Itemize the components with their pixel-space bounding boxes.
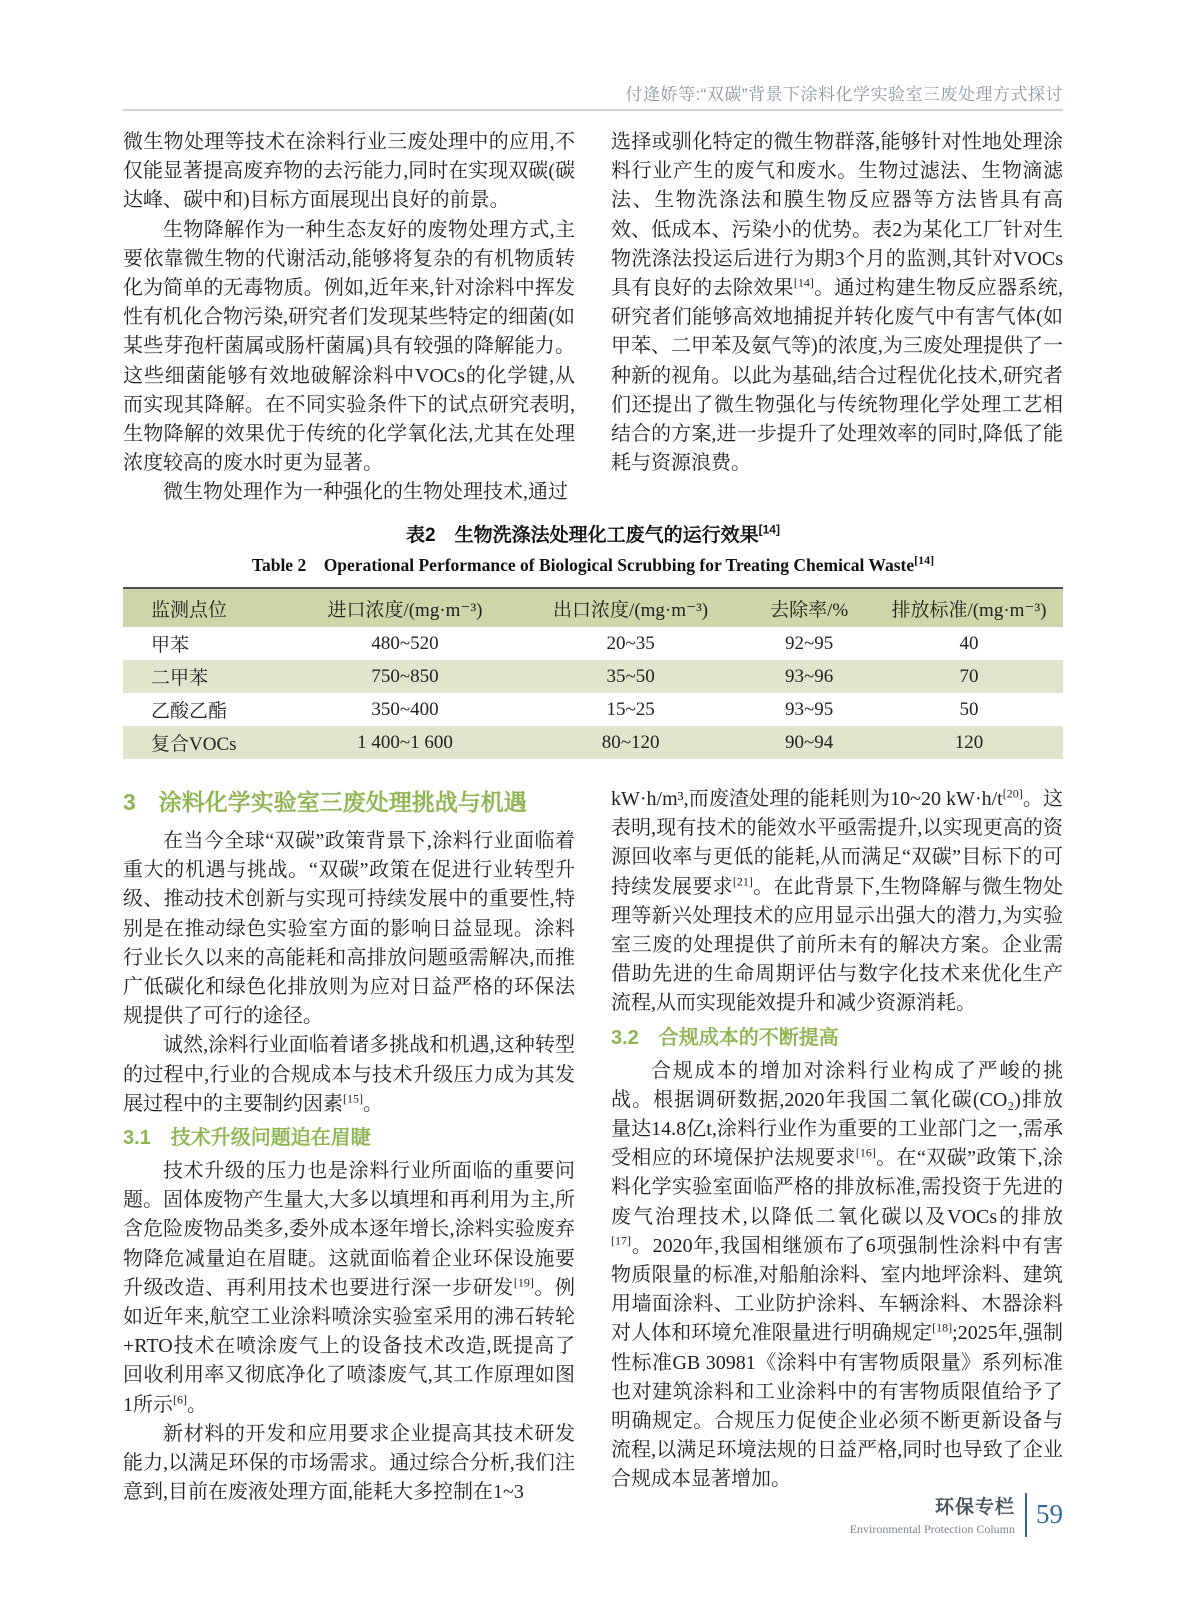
table-cell: 1 400~1 600 bbox=[357, 731, 453, 753]
table-caption-zh: 表2 生物洗涤法处理化工废气的运行效果[14] bbox=[406, 522, 780, 546]
left-column-top bbox=[123, 128, 575, 512]
table-row bbox=[123, 693, 1063, 726]
right-column-bottom bbox=[611, 785, 1063, 1507]
table-cell: 92~95 bbox=[785, 632, 834, 654]
table-cell: 40 bbox=[959, 632, 979, 654]
page-footer bbox=[850, 1492, 1063, 1537]
table-row bbox=[123, 660, 1063, 693]
table-row bbox=[123, 726, 1063, 759]
table-cell: 93~95 bbox=[785, 698, 834, 720]
paragraph: 合规成本的增加对涂料行业构成了严峻的挑战。根据调研数据,2020年我国二氧化碳(CO₂)排放量达14.8亿t,涂料行业作为重要的工业部门之一,需承受相应的环境保护法规要求[16]。在“双碳”政策下,涂料化学实验室面临严格的排放标准,需投资于先进的废气治理技术,以降低二氧化碳以及VOCs的排放[17]。2020年,我国相继颁布了6项强制性涂料中有害物质限量的标准,对船舶涂料、室内地坪涂料、建筑用墙面涂料、工业防护涂料、车辆涂料、木器涂料对人体和环境允准限量进行明确规定[18];2025年,强制性标准GB 30981《涂料中有害物质限量》系列标准也对建筑涂料和工业涂料中的有害物质限值给予了明确规定。合规压力促使企业必须不断更新设备与流程,以满足环境法规的日益严格,同时也导致了企业合规成本显著增加。 bbox=[611, 1059, 1064, 1491]
columns-bottom bbox=[123, 785, 1063, 1507]
section-3-heading: 3 涂料化学实验室三废处理挑战与机遇 bbox=[123, 789, 527, 815]
paragraph: 技术升级的压力也是涂料行业所面临的重要问题。固体废物产生量大,大多以填埋和再利用为主,所含危险废物品类多,委外成本逐年增长,涂料实验废弃物降危减量迫在眉睫。这就面临着企业环保设施要升级改造、再利用技术也要进行深一步研发[19]。例如近年来,航空工业涂料喷涂实验室采用的沸石转轮+RTO技术在喷涂废气上的设备技术改造,既提高了回收利用率又彻底净化了喷漆废气,其工作原理如图1所示[6]。 bbox=[123, 1160, 576, 1416]
table-cell: 50 bbox=[959, 698, 979, 720]
table-cell: 70 bbox=[959, 665, 979, 687]
table-2 bbox=[123, 587, 1063, 759]
table-header-cell: 排放标准/(mg·m⁻³) bbox=[875, 588, 1063, 627]
page-content bbox=[123, 128, 1063, 1507]
footer-divider bbox=[1025, 1493, 1027, 1537]
table-cell: 480~520 bbox=[371, 632, 439, 654]
table-cell: 90~94 bbox=[785, 731, 834, 753]
table-cell: 93~96 bbox=[785, 665, 834, 687]
running-header: 付逄娇等:“双碳”背景下涂料化学实验室三废处理方式探讨 bbox=[625, 85, 1063, 104]
table-row bbox=[123, 627, 1063, 660]
paragraph: kW·h/m³,而废渣处理的能耗则为10~20 kW·h/t[20]。这表明,现有技术的能效水平亟需提升,以实现更高的资源回收率与更低的能耗,从而满足“双碳”目标下的可持续发展要求[21]。在此背景下,生物降解与微生物处理等新兴处理技术的应用显示出强大的潜力,为实验室三废的处理提供了前所未有的解决方案。企业需借助先进的生命周期评估与数字化技术来优化生产流程,从而实现能效提升和减少资源消耗。 bbox=[611, 786, 1064, 1015]
columns-top bbox=[123, 128, 1063, 512]
table-cell: 15~25 bbox=[606, 698, 655, 720]
table-cell: 甲苯 bbox=[151, 635, 190, 656]
right-column-top bbox=[611, 128, 1063, 512]
table-header-cell: 出口浓度/(mg·m⁻³) bbox=[518, 588, 744, 627]
section-3-2-heading: 3.2 合规成本的不断提高 bbox=[611, 1026, 839, 1049]
table-cell: 20~35 bbox=[606, 632, 655, 654]
page-number: 59 bbox=[1036, 1499, 1063, 1529]
table-cell: 120 bbox=[954, 731, 984, 753]
table-header-row bbox=[123, 588, 1063, 627]
paragraph: 在当今全球“双碳”政策背景下,涂料行业面临着重大的机遇与挑战。“双碳”政策在促进行业转型升级、推动技术创新与实现可持续发展中的重要性,特别是在推动绿色实验室方面的影响日益显现。涂料行业长久以来的高能耗和高排放问题亟需解决,而推广低碳化和绿色化排放则为应对日益严格的环保法规提供了可行的途径。 bbox=[123, 830, 575, 1028]
paragraph: 微生物处理作为一种强化的生物处理技术,通过 bbox=[163, 481, 568, 504]
table-header-cell: 去除率/% bbox=[743, 588, 875, 627]
paragraph: 新材料的开发和应用要求企业提高其技术研发能力,以满足环保的市场需求。通过综合分析,我们注意到,目前在废液处理方面,能耗大多控制在1~3 bbox=[123, 1422, 575, 1504]
table-caption-en: Table 2 Operational Performance of Biological Scrubbing for Treating Chemical Waste[14] bbox=[251, 553, 935, 575]
column-name-en: Environmental Protection Column bbox=[849, 1522, 1015, 1536]
paragraph: 选择或驯化特定的微生物群落,能够针对性地处理涂料行业产生的废气和废水。生物过滤法、生物滴滤法、生物洗涤法和膜生物反应器等方法皆具有高效、低成本、污染小的优势。表2为某化工厂针对生物洗涤法投运后进行为期3个月的监测,其针对VOCs具有良好的去除效果[14]。通过构建生物反应器系统,研究者们能够高效地捕捉并转化废气中有害气体(如甲苯、二甲苯及氨气等)的浓度,为三废处理提供了一种新的视角。以此为基础,结合过程优化技术,研究者们还提出了微生物强化与传统物理化学处理工艺相结合的方案,进一步提升了处理效率的同时,降低了能耗与资源浪费。 bbox=[611, 131, 1063, 475]
footer-column-labels bbox=[850, 1492, 1015, 1537]
table-cell: 二甲苯 bbox=[151, 668, 209, 689]
header-rule bbox=[123, 109, 1063, 111]
table-2-block bbox=[123, 520, 1063, 759]
table-cell: 35~50 bbox=[606, 665, 655, 687]
paragraph: 生物降解作为一种生态友好的废物处理方式,主要依靠微生物的代谢活动,能够将复杂的有机物质转化为简单的无毒物质。例如,近年来,针对涂料中挥发性有机化合物污染,研究者们发现某些特定的细菌(如某些芽孢杆菌属或肠杆菌属)具有较强的降解能力。这些细菌能够有效地破解涂料中VOCs的化学键,从而实现其降解。在不同实验条件下的试点研究表明,生物降解的效果优于传统的化学氧化法,尤其在处理浓度较高的废水时更为显著。 bbox=[123, 218, 575, 475]
table-cell: 350~400 bbox=[371, 698, 439, 720]
table-cell: 复合VOCs bbox=[151, 734, 237, 755]
table-header-cell: 监测点位 bbox=[123, 588, 292, 627]
paragraph: 微生物处理等技术在涂料行业三废处理中的应用,不仅能显著提高废弃物的去污能力,同时在实现双碳(碳达峰、碳中和)目标方面展现出良好的前景。 bbox=[123, 131, 575, 212]
table-cell: 乙酸乙酯 bbox=[151, 701, 228, 722]
table-header-cell: 进口浓度/(mg·m⁻³) bbox=[292, 588, 518, 627]
section-3-1-heading: 3.1 技术升级问题迫在眉睫 bbox=[123, 1127, 371, 1150]
table-cell: 750~850 bbox=[371, 665, 439, 687]
left-column-bottom bbox=[123, 785, 575, 1507]
paragraph: 诚然,涂料行业面临着诸多挑战和机遇,这种转型的过程中,行业的合规成本与技术升级压力成为其发展过程中的主要制约因素[15]。 bbox=[123, 1034, 575, 1115]
column-name-zh: 环保专栏 bbox=[934, 1497, 1015, 1518]
table-cell: 80~120 bbox=[601, 731, 660, 753]
